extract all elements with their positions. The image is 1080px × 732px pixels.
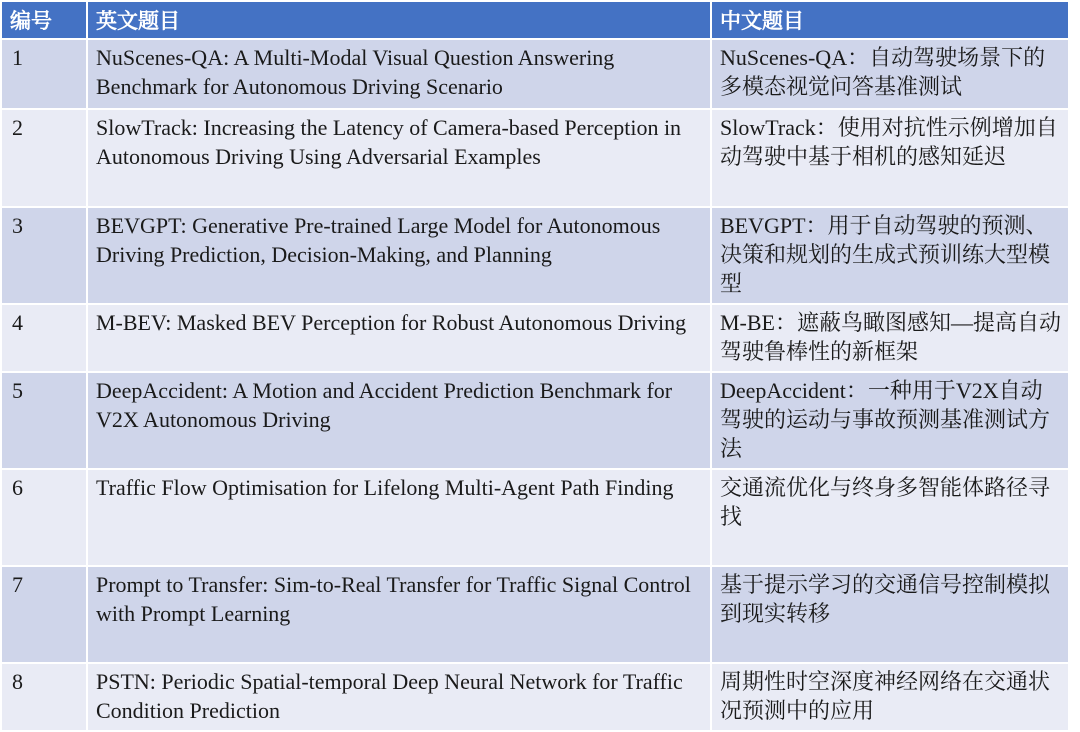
row-chinese-title: BEVGPT：用于自动驾驶的预测、决策和规划的生成式预训练大型模型 (711, 207, 1069, 304)
row-english-title: BEVGPT: Generative Pre-trained Large Model for Autonomous Driving Prediction, Decision-Making, and Planning (87, 207, 711, 304)
row-chinese-title: SlowTrack：使用对抗性示例增加自动驾驶中基于相机的感知延迟 (711, 109, 1069, 207)
row-english-title: PSTN: Periodic Spatial-temporal Deep Neural Network for Traffic Condition Prediction (87, 663, 711, 731)
row-id: 6 (1, 469, 87, 566)
row-chinese-title: 基于提示学习的交通信号控制模拟到现实转移 (711, 566, 1069, 663)
row-english-title: Traffic Flow Optimisation for Lifelong Multi-Agent Path Finding (87, 469, 711, 566)
row-chinese-title: 周期性时空深度神经网络在交通状况预测中的应用 (711, 663, 1069, 731)
table-row (1, 39, 1069, 109)
row-id: 4 (1, 304, 87, 372)
row-english-title: Prompt to Transfer: Sim-to-Real Transfer for Traffic Signal Control with Prompt Learning (87, 566, 711, 663)
row-id: 3 (1, 207, 87, 304)
table-row (1, 109, 1069, 207)
row-english-title: DeepAccident: A Motion and Accident Prediction Benchmark for V2X Autonomous Driving (87, 372, 711, 469)
row-chinese-title: DeepAccident：一种用于V2X自动驾驶的运动与事故预测基准测试方法 (711, 372, 1069, 469)
row-id: 5 (1, 372, 87, 469)
header-chinese-title: 中文题目 (711, 1, 1069, 39)
row-english-title: NuScenes-QA: A Multi-Modal Visual Question Answering Benchmark for Autonomous Driving Scenario (87, 39, 711, 109)
table-row (1, 207, 1069, 304)
table-row (1, 304, 1069, 372)
row-id: 1 (1, 39, 87, 109)
table-header-row (1, 1, 1069, 39)
row-id: 7 (1, 566, 87, 663)
row-id: 8 (1, 663, 87, 731)
table-row (1, 372, 1069, 469)
row-english-title: M-BEV: Masked BEV Perception for Robust Autonomous Driving (87, 304, 711, 372)
row-id: 2 (1, 109, 87, 207)
table-row (1, 469, 1069, 566)
row-chinese-title: NuScenes-QA：自动驾驶场景下的多模态视觉问答基准测试 (711, 39, 1069, 109)
table-row (1, 663, 1069, 731)
header-english-title: 英文题目 (87, 1, 711, 39)
row-chinese-title: 交通流优化与终身多智能体路径寻找 (711, 469, 1069, 566)
row-english-title: SlowTrack: Increasing the Latency of Camera-based Perception in Autonomous Driving Using Adversarial Examples (87, 109, 711, 207)
header-id: 编号 (1, 1, 87, 39)
table-row (1, 566, 1069, 663)
row-chinese-title: M-BE：遮蔽鸟瞰图感知—提高自动驾驶鲁棒性的新框架 (711, 304, 1069, 372)
